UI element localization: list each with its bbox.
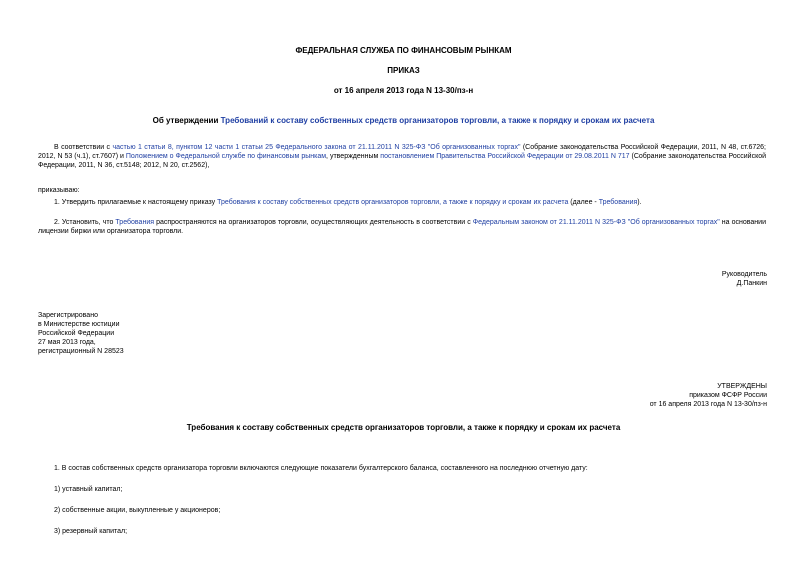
registration-line: регистрационный N 28523 [38,348,124,356]
government-decree-link[interactable]: постановлением Правительства Российской Федерации от 29.08.2011 N 717 [380,153,630,161]
approval-block [650,382,767,409]
law-article-link[interactable]: частью 1 статьи 8, пунктом 12 части 1 статьи 25 Федерального закона от 21.11.2011 N 325-ФЗ "Об организованных торгах" [112,144,521,151]
approval-line: приказом ФСФР России [689,392,767,400]
requirements-title: Требования к составу собственных средств организаторов торговли, а также к порядку и срокам их расчета [186,423,621,432]
item1-requirements-link[interactable]: Требования к составу собственных средств организаторов торговли, а также к порядку и срокам их расчета [217,199,569,206]
signature-block [722,270,767,288]
registration-line: Зарегистрировано [38,312,98,319]
doc-date-number: от 16 апреля 2013 года N 13-30/пз-н [333,86,474,95]
item2-text-3: на основании лицензии биржи или организатора торговли. [38,219,766,236]
requirements-item: 1) уставный капитал; [54,486,123,493]
signature-name: Д.Панкин [736,280,767,288]
registration-line: Российской Федерации [38,330,115,338]
requirements-link[interactable]: Требований к составу собственных средств организаторов торговли, а также к порядку и срокам их расчета [220,116,655,125]
order-title-prefix: Об утверждении [152,116,221,125]
order-title [0,116,807,126]
requirements-paragraph-1: 1. В состав собственных средств организатора торговли включаются следующие показатели бухгалтерского баланса, составленного на последнюю отчетную дату: [54,465,588,472]
doc-type: ПРИКАЗ [387,66,420,75]
item1-text-1: 1. Утвердить прилагаемые к настоящему приказу [54,199,218,206]
item2-text-2: распространяются на организаторов торговли, осуществляющих деятельность в соответствии с [154,219,473,226]
preamble-paragraph [38,143,766,170]
regulation-link[interactable]: Положением о Федеральной службе по финансовым рынкам [125,153,327,161]
order-item-1 [38,198,766,207]
preamble-text-2: (Собрание законодательства Российской Федерации, 2011, N 48, ст.6726; 2012, N 53 (ч.1), ст.7607) и [38,144,767,161]
order-item-2 [38,218,766,236]
item2-law-link[interactable]: Федеральным законом от 21.11.2011 N 325-ФЗ "Об организованных торгах" [472,219,720,226]
item1-text-2: (далее - [568,199,599,206]
agency-title: ФЕДЕРАЛЬНАЯ СЛУЖБА ПО ФИНАНСОВЫМ РЫНКАМ [295,46,512,55]
item2-requirements-link[interactable]: Требования [115,219,155,226]
registration-line: 27 мая 2013 года, [38,339,96,347]
registration-block [38,311,124,356]
item2-text-1: 2. Установить, что [54,219,116,226]
item1-short-link[interactable]: Требования [598,199,638,206]
registration-line: в Министерстве юстиции [38,321,120,329]
preamble-text-3: , утвержденным [326,153,381,161]
order-word: приказываю: [38,187,80,194]
signature-position: Руководитель [721,271,767,278]
approval-line: УТВЕРЖДЕНЫ [717,383,767,390]
requirements-item: 3) резервный капитал; [54,528,128,535]
preamble-text-1: В соответствии с [54,144,113,151]
approval-line: от 16 апреля 2013 года N 13-30/пз-н [649,401,767,409]
preamble-text-4: (Собрание законодательства Российской Федерации, 2011, N 36, ст.5148; 2012, N 20, ст.2562), [38,153,767,170]
requirements-item: 2) собственные акции, выкупленные у акционеров; [54,507,221,514]
item1-text-3: ). [637,199,642,206]
